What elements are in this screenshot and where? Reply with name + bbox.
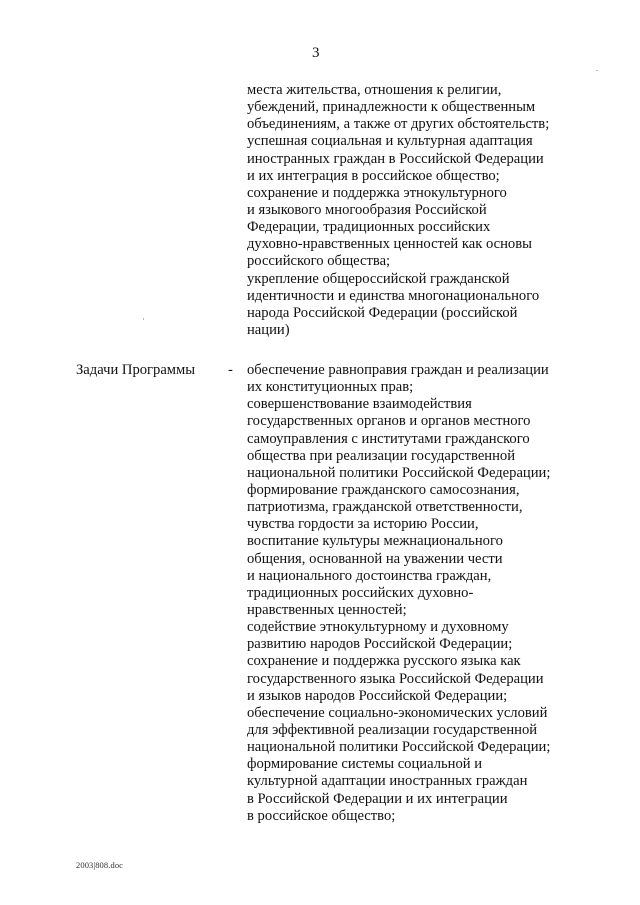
text-line: национальной политики Российской Федерации; [247,464,551,481]
text-line: традиционных российских духовно- [247,584,474,601]
scan-speck [596,70,598,71]
text-line: самоуправления с институтами гражданского [247,430,530,447]
text-line: объединениям, а также от других обстоятельств; [247,116,550,133]
text-line: их конституционных прав; [247,379,414,396]
text-line: в Российской Федерации и их интеграции [247,790,508,807]
text-line: иностранных граждан в Российской Федерации [247,150,544,167]
tasks-row-dash: - [228,362,233,378]
text-line: российского общества; [247,253,391,270]
text-line: общества при реализации государственной [247,447,516,464]
text-line: убеждений, принадлежности к общественным [247,99,536,116]
text-line: укрепление общероссийской гражданской [247,270,510,287]
text-line: содействие этнокультурному и духовному [247,619,509,636]
text-line: и их интеграция в российское общество; [247,167,500,184]
text-line: сохранение и поддержка этнокультурного [247,184,507,201]
footer-file-name: 2003|808.doc [76,860,124,870]
text-line: нравственных ценностей; [247,601,407,618]
text-line: формирование системы социальной и [247,756,483,773]
text-line: развитию народов Российской Федерации; [247,636,513,653]
continued-goals-text [247,82,587,339]
text-line: национальной политики Российской Федерации; [247,739,551,756]
text-line: места жительства, отношения к религии, [247,82,502,98]
text-line: сохранение и поддержка русского языка как [247,653,521,670]
text-line: и национального достоинства граждан, [247,567,492,584]
text-line: народа Российской Федерации (российской [247,304,518,321]
text-line: формирование гражданского самосознания, [247,481,520,498]
text-line: общения, основанной на уважении чести [247,550,503,567]
text-line: обеспечение равноправия граждан и реализации [247,362,549,378]
text-line: и языков народов Российской Федерации; [247,687,508,704]
text-line: государственного языка Российской Федерации [247,670,544,687]
text-line: для эффективной реализации государственной [247,721,538,738]
text-line: и языкового многообразия Российской [247,201,487,218]
page-number: 3 [312,45,320,61]
text-line: чувства гордости за историю России, [247,516,479,533]
tasks-row-label: Задачи Программы [76,362,196,378]
text-line: совершенствование взаимодействия [247,396,472,413]
text-line: обеспечение социально-экономических условий [247,704,548,721]
text-line: патриотизма, гражданской ответственности, [247,499,523,516]
tasks-text [247,362,587,825]
text-line: успешная социальная и культурная адаптация [247,133,533,150]
text-line: духовно-нравственных ценностей как основы [247,236,532,253]
text-line: государственных органов и органов местного [247,413,531,430]
scan-speck [143,318,144,320]
text-line: культурной адаптации иностранных граждан [247,773,528,790]
text-line: воспитание культуры межнационального [247,533,503,550]
text-line: Федерации, традиционных российских [247,219,491,236]
text-line: нации) [247,321,290,338]
text-line: идентичности и единства многонационального [247,287,540,304]
text-line: в российское общество; [247,807,396,824]
